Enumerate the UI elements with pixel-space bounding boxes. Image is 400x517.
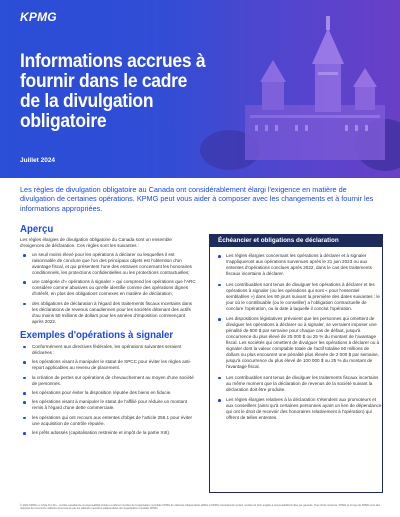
intro-paragraph: Les règles de divulgation obligatoire au Canada ont considérablement élargi l'exigence en matière de divulgation de certaines opérations. KPMG peut vous aider à composer avec les changements et à fournir les informations appropriées. (20, 185, 374, 213)
list-item: les opérations visant à manipuler le statut de l'affilié pour réduire un montant remis à l'égard d'une dette commerciale. (20, 399, 196, 411)
apercu-heading: Aperçu (20, 223, 54, 235)
apercu-list (20, 252, 196, 325)
hero-banner (0, 0, 400, 178)
list-item: des obligations de déclaration à l'égard des traitements fiscaux incertains dans les déclarations de revenus canadiennes pour les sociétés détenant des actifs d'au moins 50 millions de dollars pour les années d'imposition commençant après 2022. (20, 301, 196, 325)
exemples-heading: Exemples d'opérations à signaler (20, 328, 174, 341)
exemples-list (20, 344, 196, 436)
list-item: les opérations qui ont recours aux ententes d'objet de l'article 256.1 pour éviter une acquisition de contrôle réputée. (20, 415, 196, 427)
echeancier-list (210, 253, 382, 421)
list-item: la création de pertes sur opérations de chevauchement au moyen d'une société de personnes. (20, 375, 196, 387)
echeancier-box (209, 234, 383, 493)
list-item: les opérations visant à manipuler le statut de SPCC pour éviter les règles anti-report applicables au revenu de placement. (20, 359, 196, 371)
list-item: un seuil moins élevé pour les opérations à déclarer ou lesquelles il est raisonnable de conclure que l'un des principaux objets est l'obtention d'un avantage fiscal, et qui présentent l'une des entraves concernant les honoraires conditionnels, les protections confidentielles ou les protections contractuelles; (20, 252, 196, 276)
list-item: Les règles élargies relatives à la déclaration s'étendent aux promoteurs et aux conseillers (ainsi qu'à certaines personnes ayant un lien de dépendance qui ont le droit de recevoir des honoraires relativement à l'opération) qui offrent de telles ententes. (210, 397, 382, 421)
apercu-intro: Les règles élargies de divulgation obligatoire du Canada sont un ensemble d'exigences de déclaration. Ces règles sont les suivantes : (20, 237, 172, 248)
page-title: Informations accrues à fournir dans le cadre de la divulgation obligatoire (20, 51, 206, 132)
list-item: les prêts adossés (capitalisation restreinte et impôt de la partie XIII). (20, 430, 196, 436)
publication-date: Juillet 2024 (20, 157, 56, 164)
list-item: Les contribuables sont tenus de divulguer les traitements fiscaux incertains au même moment que la déclaration de revenus de la société suivant la déclaration doit être produite. (210, 375, 382, 393)
list-item: Les contribuables sont tenus de divulguer les opérations à déclarer et les opérations à signaler (ou les opérations qui sont « pour l'essentiel semblables ») dans les 90 jours suivant la première des dates suivantes : le jour où le contribuable (ou le conseiller) a l'obligation contractuelle de conclure l'opération, ou la date à laquelle il conclut l'opération. (210, 282, 382, 312)
list-item: les opérations pour éviter la disposition réputée des biens en fiducie. (20, 390, 196, 396)
legal-footer: © 2024 KPMG s.r.l./S.E.N.C.R.L., société canadienne à responsabilité limitée et cabinet membre de l'organisation mondiale KPMG de cabinets indépendants affiliés à KPMG International Limited, société de droit anglais à responsabilité limitée par garantie. Tous droits réservés. KPMG et le logo de KPMG sont des marques de commerce utilisées sous licence par les cabinets membres indépendants de l'organisation mondiale KPMG. (20, 504, 381, 511)
list-item: Les règles élargies concernant les opérations à déclarer et à signaler s'appliqueront aux opérations survenues après le 21 juin 2023 ou aux ententes d'opérations conclues après 2022, dans le cas des traitements fiscaux incertains à déclarer. (210, 253, 382, 277)
list-item: une catégorie d'« opérations à signaler » qui comprend les opérations que l'ARC considère comme abusives ou qu'elle identifie comme des opérations dignes d'intérêt, en plus des obligations connexes en matière de déclaration; (20, 279, 196, 297)
echeancier-heading: Échéancier et obligations de déclaration (210, 235, 382, 247)
left-column (20, 223, 196, 440)
list-item: Les dispositions législatives prévoient que les personnes qui omettent de divulguer les opérations à déclarer ou à signaler, se verraient imposer une pénalité de 500 $ par semaine pour chaque cas de défaut, jusqu'à concurrence du plus élevé de 25 000 $ ou 25 % du montant de l'avantage fiscal. Les sociétés qui omettent de divulguer les opérations à déclarer ou à signaler dont la valeur comptable totale de l'actif totalise 50 millions de dollars ou plus encourent une pénalité plus élevée de 2 000 $ par semaine, jusqu'à concurrence du plus élevé de 100 000 $ ou 25 % du montant de l'avantage fiscal. (210, 316, 382, 370)
kpmg-logo: KPMG (20, 10, 57, 24)
list-item: Conformément aux directives fédérales, les opérations suivantes seraient déclarées : (20, 344, 196, 356)
